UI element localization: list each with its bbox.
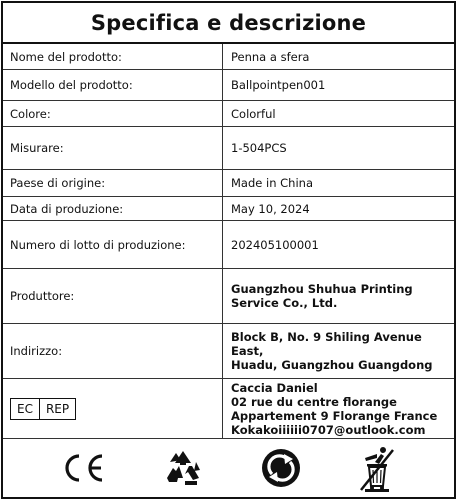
row-value: May 10, 2024 xyxy=(231,201,310,216)
compliance-icons xyxy=(3,439,454,497)
ce-mark-icon xyxy=(60,452,106,484)
ec-rep-icon xyxy=(10,398,76,420)
row-value xyxy=(223,269,454,323)
row-label: Paese di origine: xyxy=(3,170,223,196)
row-value: 202405100001 xyxy=(231,237,319,252)
table-row-product-name xyxy=(3,44,454,70)
row-label: Produttore: xyxy=(3,269,223,323)
row-value: Colorful xyxy=(231,106,276,121)
value-line: Appartement 9 Florange France xyxy=(231,408,438,423)
row-label: Nome del prodotto: xyxy=(3,44,223,69)
row-label: Numero di lotto di produzione: xyxy=(3,221,223,268)
row-label: Misurare: xyxy=(3,127,223,169)
green-dot-icon xyxy=(260,447,302,489)
value-line: 02 rue du centre florange xyxy=(231,394,397,409)
table-row-lot-number xyxy=(3,221,454,269)
ec-rep-value xyxy=(223,379,454,438)
value-line: Guangzhou Shuhua Printing xyxy=(231,282,413,296)
table-row-size xyxy=(3,127,454,170)
value-line: Kokakoiiiiii0707@outlook.com xyxy=(231,422,426,437)
row-value xyxy=(223,324,454,378)
table-row-ec-rep xyxy=(3,379,454,439)
table-row-origin xyxy=(3,170,454,197)
row-value: Penna a sfera xyxy=(231,49,310,64)
row-value: 1-504PCS xyxy=(231,141,287,155)
trash-bin-icon xyxy=(357,444,397,492)
value-line: Service Co., Ltd. xyxy=(231,296,338,310)
row-label: Modello del prodotto: xyxy=(3,70,223,100)
table-row-production-date xyxy=(3,197,454,221)
ec-rep-left: EC xyxy=(11,399,40,419)
row-value: Made in China xyxy=(231,176,313,190)
spec-sheet xyxy=(1,1,456,499)
table-row-color xyxy=(3,101,454,127)
table-row-model xyxy=(3,70,454,101)
ec-rep-cell xyxy=(3,379,223,438)
row-label: Colore: xyxy=(3,101,223,126)
row-label: Data di produzione: xyxy=(3,197,223,220)
row-value: Ballpointpen001 xyxy=(231,78,326,92)
value-line: Huadu, Guangzhou Guangdong xyxy=(231,358,433,372)
value-line: Caccia Daniel xyxy=(231,380,318,395)
table-row-manufacturer xyxy=(3,269,454,324)
ec-rep-right: REP xyxy=(45,401,70,416)
value-line: Block B, No. 9 Shiling Avenue East, xyxy=(231,330,422,358)
recycle-icon xyxy=(161,448,205,488)
table-row-address xyxy=(3,324,454,379)
row-label: Indirizzo: xyxy=(3,324,223,378)
page-title: Specifica e descrizione xyxy=(3,3,454,44)
